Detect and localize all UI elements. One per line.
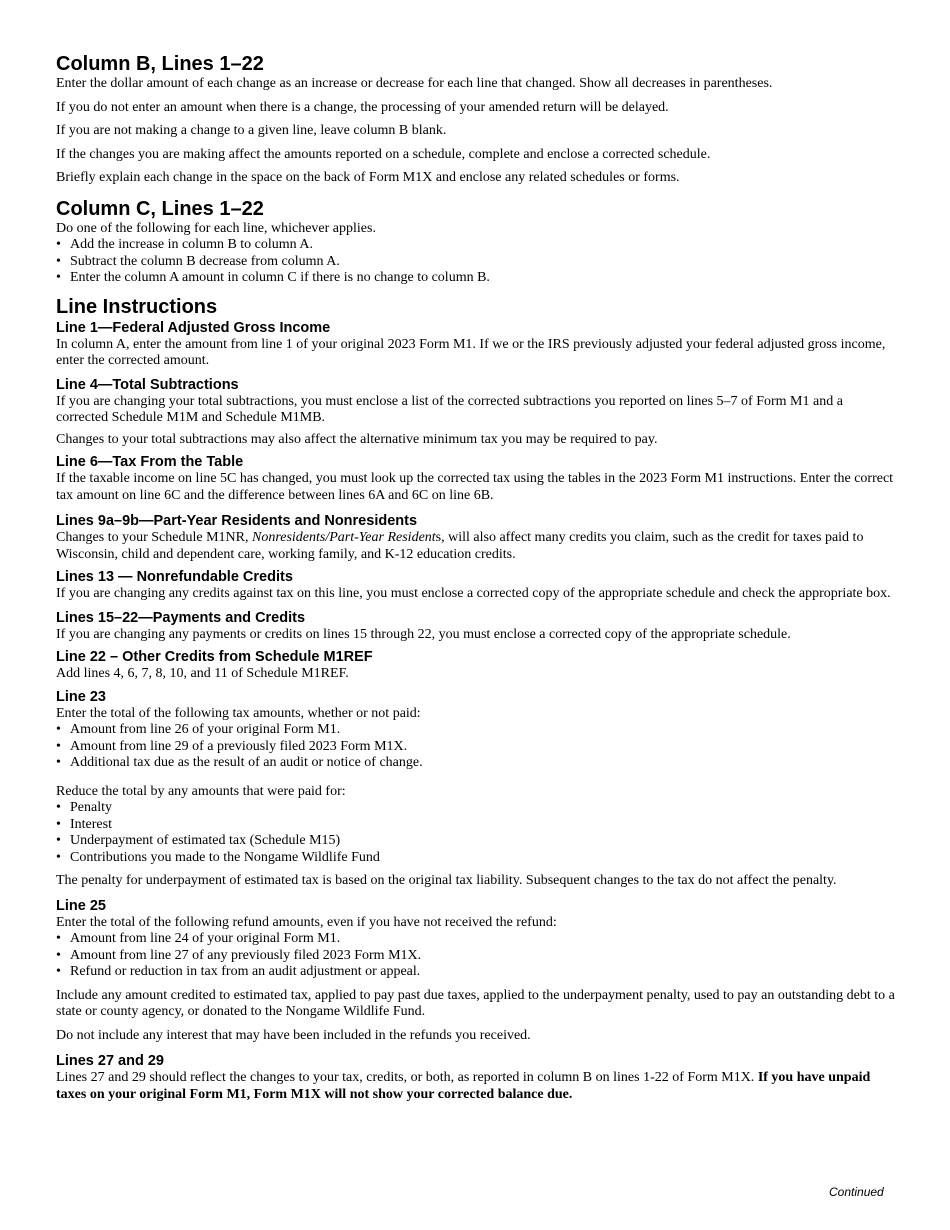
lines-27-29-heading: Lines 27 and 29 [56,1053,164,1069]
list-item: • Underpayment of estimated tax (Schedule M15) [56,833,896,850]
line-4-heading: Line 4—Total Subtractions [56,376,239,393]
line-22-heading: Line 22 – Other Credits from Schedule M1REF [56,649,373,665]
list-item: • Subtract the column B decrease from column A. [56,254,896,271]
list-item: • Contributions you made to the Nongame Wildlife Fund [56,850,896,867]
lines-15-22-heading: Lines 15–22—Payments and Credits [56,609,306,626]
line-22-paragraph: Add lines 4, 6, 7, 8, 10, and 11 of Schedule M1REF. [56,666,349,681]
column-b-paragraph: Briefly explain each change in the space on the back of Form M1X and enclose any related schedules or forms. [56,170,680,185]
instructions-page [56,52,896,1103]
line-25-heading: Line 25 [56,897,106,914]
lines-13-paragraph: If you are changing any credits against tax on this line, you must enclose a corrected copy of the appropriate schedule and check the appropriate box. [56,586,891,601]
list-item: • Amount from line 24 of your original Form M1. [56,931,896,948]
list-item: • Amount from line 26 of your original Form M1. [56,722,896,739]
list-item: • Refund or reduction in tax from an audit adjustment or appeal. [56,964,896,981]
line-23-intro: Enter the total of the following tax amounts, whether or not paid: [56,705,421,721]
column-b-paragraph: Enter the dollar amount of each change as an increase or decrease for each line that changed. Show all decreases in parentheses. [56,76,773,91]
list-item: • Amount from line 27 of any previously filed 2023 Form M1X. [56,948,896,965]
line-instructions-heading: Line Instructions [56,295,218,318]
line-25-paragraph: Include any amount credited to estimated tax, applied to pay past due taxes, applied to the underpayment penalty, used to pay an outstanding debt to a state or county agency, or donated to the Nongame Wildlife Fund. [56,987,895,1019]
line-23-penalty: The penalty for underpayment of estimated tax is based on the original tax liability. Subsequent changes to the tax do not affect the penalty. [56,873,837,888]
line-25-intro: Enter the total of the following refund amounts, even if you have not received the refund: [56,914,557,930]
line-6-heading: Line 6—Tax From the Table [56,454,244,470]
lines-9-paragraph: Changes to your Schedule M1NR, Nonresidents/Part-Year Residents, will also affect many credits you claim, such as the credit for taxes paid to Wisconsin, child and dependent care, working family, and K-12 education credits. [56,530,864,562]
list-item: • Add the increase in column B to column A. [56,237,896,254]
line-1-heading: Line 1—Federal Adjusted Gross Income [56,319,331,336]
column-b-paragraph: If you are not making a change to a given line, leave column B blank. [56,123,447,138]
list-item: • Penalty [56,800,896,817]
column-b-heading: Column B, Lines 1–22 [56,53,264,75]
line-23-reduce: Reduce the total by any amounts that were paid for: [56,783,346,799]
line-1-paragraph: In column A, enter the amount from line 1 of your original 2023 Form M1. If we or the IRS previously adjusted your federal adjusted gross income, enter the corrected amount. [56,336,886,368]
lines-15-22-paragraph: If you are changing any payments or credits on lines 15 through 22, you must enclose a corrected copy of the appropriate schedule. [56,626,791,642]
lines-9-heading: Lines 9a–9b—Part-Year Residents and Nonresidents [56,513,418,529]
column-c-intro: Do one of the following for each line, whichever applies. [56,220,376,236]
column-c-heading: Column C, Lines 1–22 [56,197,264,220]
lines-27-29-paragraph: Lines 27 and 29 should reflect the changes to your tax, credits, or both, as reported in column B on lines 1-22 of Form M1X. If you have unpaid taxes on your original Form M1, Form M1X will not show your corrected balance due. [56,1070,871,1102]
list-item: • Additional tax due as the result of an audit or notice of change. [56,755,896,772]
line-4-paragraph: Changes to your total subtractions may also affect the alternative minimum tax you may be required to pay. [56,431,658,447]
list-item: • Interest [56,817,896,834]
lines-13-heading: Lines 13 — Nonrefundable Credits [56,569,293,585]
line-25-paragraph: Do not include any interest that may have been included in the refunds you received. [56,1027,531,1043]
continued-label: Continued [829,1185,884,1199]
line-4-paragraph: If you are changing your total subtractions, you must enclose a list of the corrected subtractions you reported on lines 5–7 of Form M1 and a corrected Schedule M1M and Schedule M1MB. [56,393,843,425]
line-23-heading: Line 23 [56,688,106,705]
line-6-paragraph: If the taxable income on line 5C has changed, you must look up the corrected tax using the tables in the 2023 Form M1 instructions. Enter the correct tax amount on line 6C and the difference between lines 6A and 6C on line 6B. [56,471,894,503]
list-item: • Enter the column A amount in column C if there is no change to column B. [56,270,896,287]
list-item: • Amount from line 29 of a previously filed 2023 Form M1X. [56,739,896,756]
column-b-paragraph: If you do not enter an amount when there is a change, the processing of your amended return will be delayed. [56,99,669,115]
column-b-paragraph: If the changes you are making affect the amounts reported on a schedule, complete and enclose a corrected schedule. [56,146,711,162]
